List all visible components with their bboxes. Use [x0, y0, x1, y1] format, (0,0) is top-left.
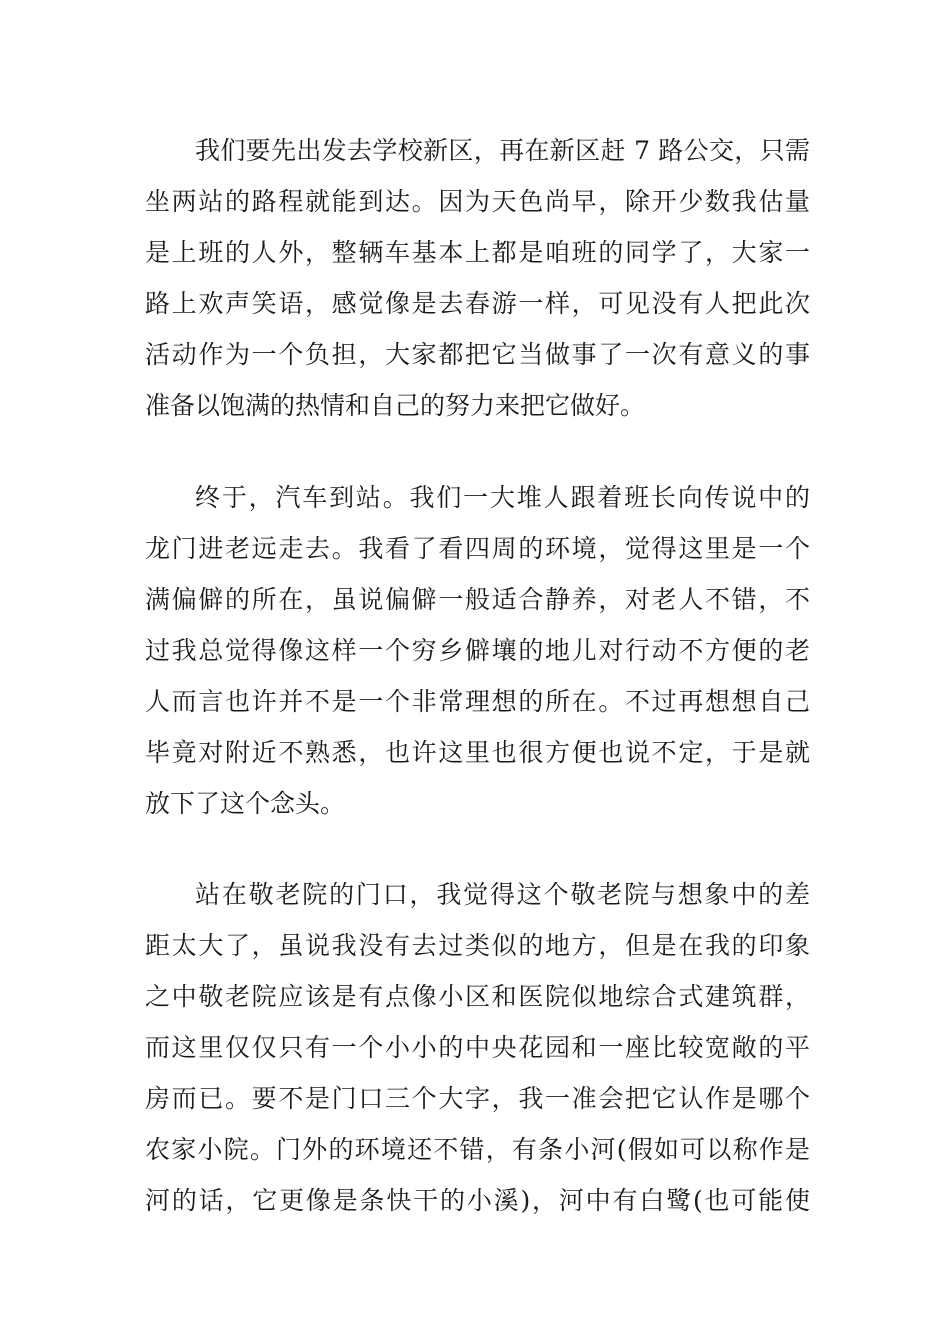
text-line: 过我总觉得像这样一个穷乡僻壤的地儿对行动不方便的老	[145, 636, 810, 665]
text-line: 放下了这个念头。	[145, 789, 346, 818]
text-line: 是上班的人外，整辆车基本上都是咱班的同学了，大家一	[145, 238, 810, 267]
text-line: 而这里仅仅只有一个小小的中央花园和一座比较宽敞的平	[145, 1033, 810, 1062]
text-line: 路上欢声笑语，感觉像是去春游一样，可见没有人把此次	[145, 289, 810, 318]
text-line: 活动作为一个负担，大家都把它当做事了一次有意义的事	[145, 340, 810, 369]
text-line: 站在敬老院的门口，我觉得这个敬老院与想象中的差	[195, 880, 810, 909]
text-line: 房而已。要不是门口三个大字，我一准会把它认作是哪个	[145, 1084, 810, 1113]
text-line: 距太大了，虽说我没有去过类似的地方，但是在我的印象	[145, 931, 810, 960]
text-line: 龙门进老远走去。我看了看四周的环境，觉得这里是一个	[145, 534, 810, 563]
text-line: 终于，汽车到站。我们一大堆人跟着班长向传说中的	[195, 483, 810, 512]
text-line: 人而言也许并不是一个非常理想的所在。不过再想想自己	[145, 687, 810, 716]
text-line: 坐两站的路程就能到达。因为天色尚早，除开少数我估量	[145, 187, 810, 216]
text-line: 河的话，它更像是条快干的小溪)，河中有白鹭(也可能使	[145, 1186, 810, 1215]
text-line: 我们要先出发去学校新区，再在新区赶 7 路公交，只需	[195, 136, 810, 165]
text-line: 准备以饱满的热情和自己的努力来把它做好。	[145, 391, 646, 420]
text-line: 之中敬老院应该是有点像小区和医院似地综合式建筑群，	[145, 982, 810, 1011]
text-line: 农家小院。门外的环境还不错，有条小河(假如可以称作是	[145, 1135, 810, 1164]
text-line: 毕竟对附近不熟悉，也许这里也很方便也说不定，于是就	[145, 738, 810, 767]
text-line: 满偏僻的所在，虽说偏僻一般适合静养，对老人不错，不	[145, 585, 810, 614]
